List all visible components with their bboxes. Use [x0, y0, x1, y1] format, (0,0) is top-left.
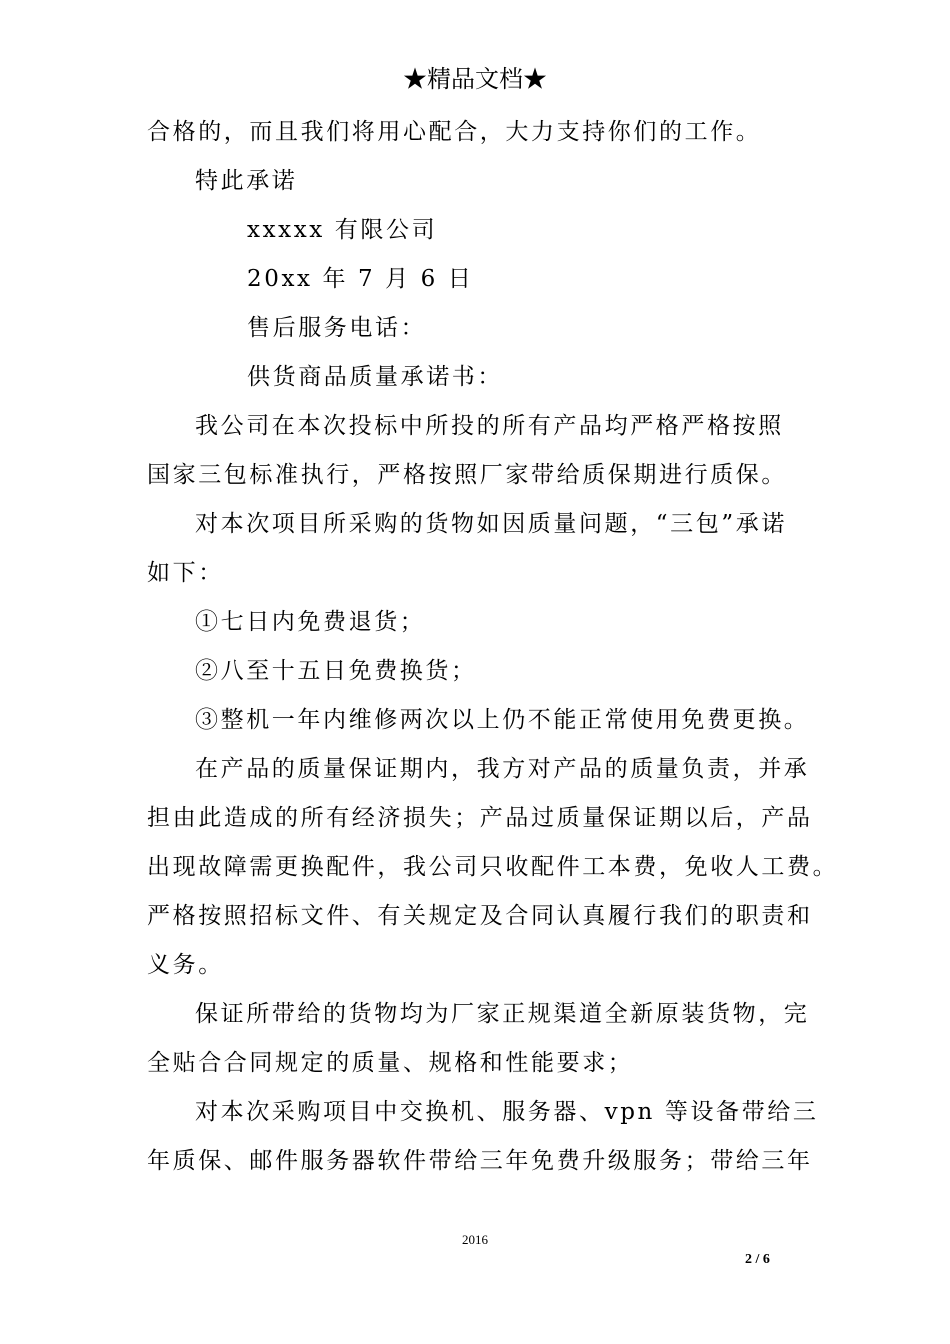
- text-line: 严格按照招标文件、有关规定及合同认真履行我们的职责和: [147, 903, 813, 929]
- text-line: 在产品的质量保证期内，我方对产品的质量负责，并承: [195, 756, 810, 782]
- document-body: [147, 108, 839, 1186]
- text-line: 20xx 年 7 月 6 日: [247, 266, 474, 292]
- text-line: 合格的，而且我们将用心配合，大力支持你们的工作。: [147, 119, 762, 145]
- text-line: 担由此造成的所有经济损失；产品过质量保证期以后，产品: [147, 805, 813, 831]
- text-line: 出现故障需更换配件，我公司只收配件工本费，免收人工费。: [147, 854, 839, 880]
- text-line: 我公司在本次投标中所投的所有产品均严格严格按照: [195, 413, 784, 439]
- text-line: ①七日内免费退货；: [195, 609, 426, 635]
- text-line: ③整机一年内维修两次以上仍不能正常使用免费更换。: [195, 707, 810, 733]
- text-line: ②八至十五日免费换货；: [195, 658, 477, 684]
- text-line: 义务。: [147, 952, 224, 978]
- page-header-title: ★精品文档★: [403, 65, 547, 93]
- text-line: 如下：: [147, 560, 224, 586]
- text-line: 年质保、邮件服务器软件带给三年免费升级服务；带给三年: [147, 1148, 813, 1174]
- text-line: 供货商品质量承诺书：: [247, 364, 503, 390]
- text-line: 售后服务电话：: [247, 315, 427, 341]
- page-number: 2 / 6: [745, 1252, 770, 1267]
- text-line: 对本次采购项目中交换机、服务器、vpn 等设备带给三: [195, 1099, 819, 1125]
- footer-year: 2016: [462, 1232, 488, 1247]
- text-line: 保证所带给的货物均为厂家正规渠道全新原装货物，完: [195, 1001, 810, 1027]
- text-line: 特此承诺: [195, 168, 298, 194]
- text-line: 对本次项目所采购的货物如因质量问题，“三包”承诺: [195, 511, 787, 537]
- text-line: 国家三包标准执行，严格按照厂家带给质保期进行质保。: [147, 462, 787, 488]
- text-line: 全贴合合同规定的质量、规格和性能要求；: [147, 1050, 634, 1076]
- text-line: xxxxx 有限公司: [247, 217, 438, 243]
